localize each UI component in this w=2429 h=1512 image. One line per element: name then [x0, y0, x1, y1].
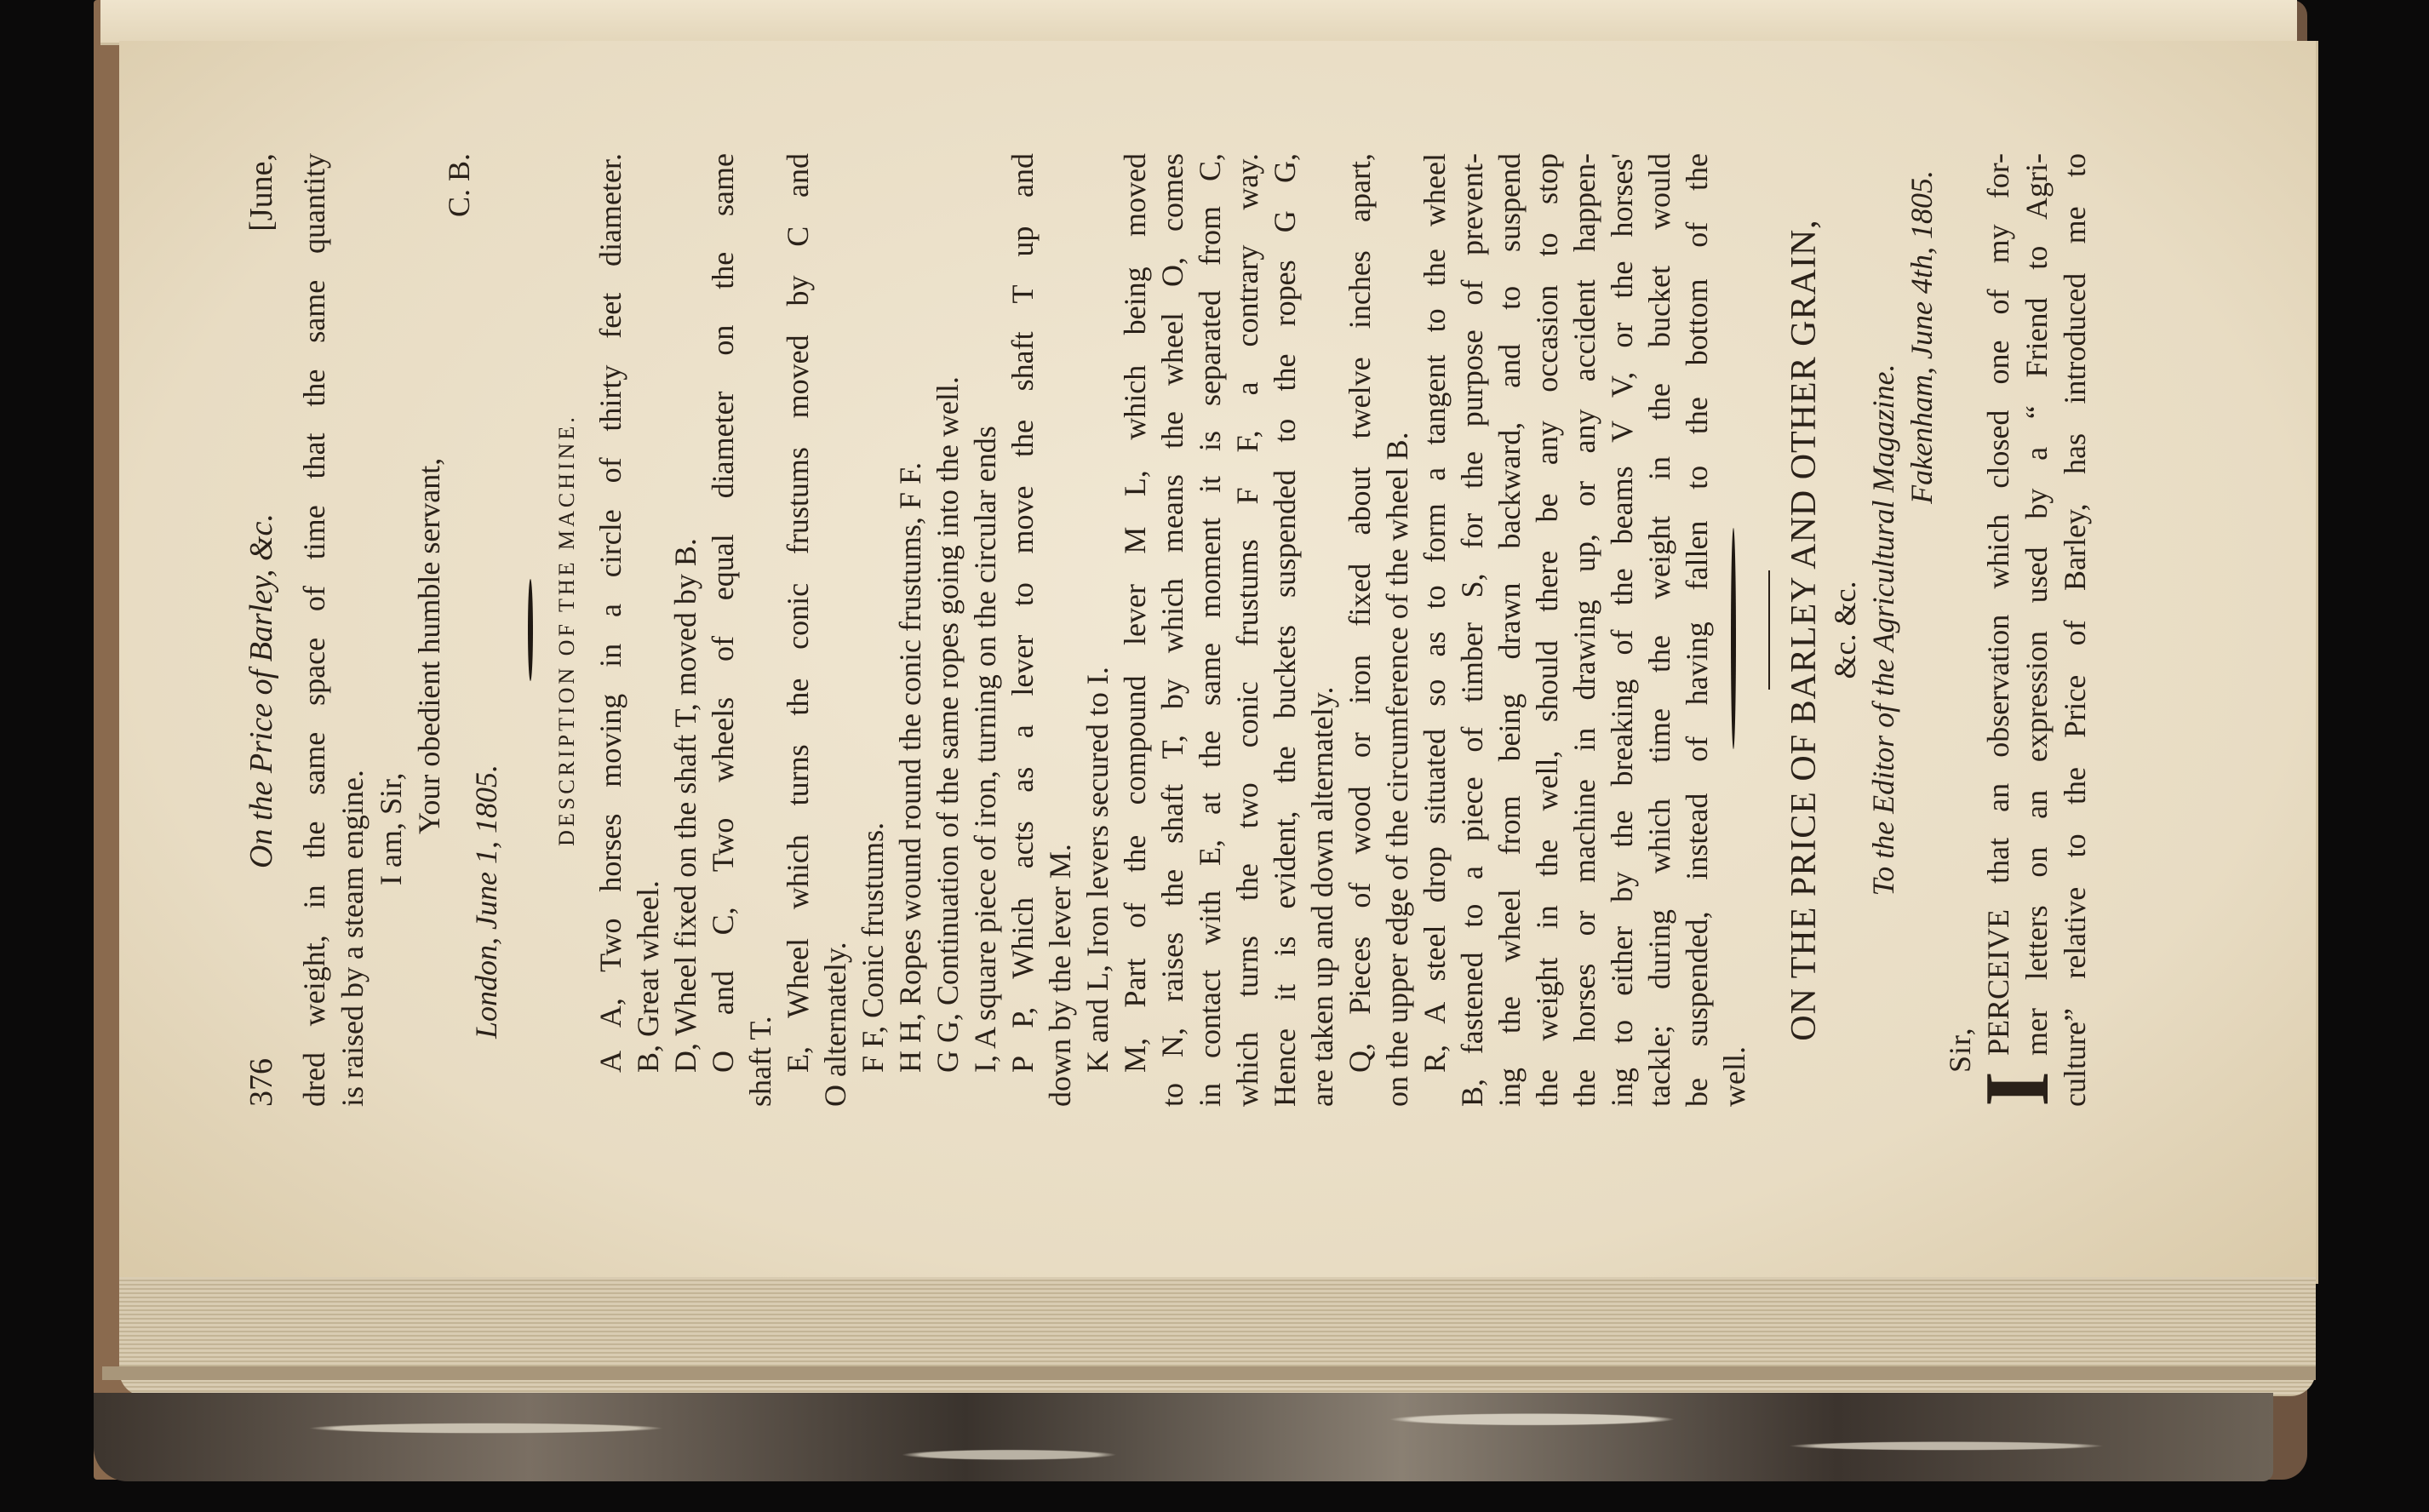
description-heading: DESCRIPTION OF THE MACHINE. — [554, 414, 579, 846]
description-line: Hence it is evident, the buckets suspended to the ropes G G, — [1268, 153, 1302, 1107]
description-line: tackle; during which time the weight in the bucket would — [1642, 153, 1676, 1107]
article-body-line: culture” relative to the Price of Barley, has introduced me to — [2058, 153, 2092, 1107]
description-line: ing the wheel from being drawn backward, and to suspend — [1492, 153, 1527, 1107]
description-line: B, fastened to a piece of timber S, for the purpose of prevent- — [1455, 153, 1489, 1107]
section-rule — [1731, 528, 1736, 749]
description-line: which turns the two conic frustums F F, a contrary way. — [1230, 153, 1264, 1107]
running-title: On the Price of Barley, &c. — [243, 513, 279, 868]
article-title-cont: &c. &c. — [1828, 581, 1862, 679]
article-addressee: To the Editor of the Agricultural Magazine. — [1866, 364, 1900, 896]
article-salutation: Sir, — [1943, 1027, 1977, 1073]
page-text — [243, 153, 2092, 1107]
description-line: O and C, Two wheels of equal diameter on the same — [706, 153, 740, 1073]
article-body-line: PERCEIVE that an observation which closed one of my for- — [1981, 153, 2015, 1056]
section-rule — [528, 579, 533, 681]
description-line: P P, Which acts as a lever to move the shaft T up and — [1005, 153, 1040, 1073]
letter-salutation: I am, Sir, — [374, 772, 408, 885]
previous-page-edge — [100, 0, 2297, 45]
article-title: ON THE PRICE OF BARLEY AND OTHER GRAIN, — [1785, 219, 1824, 1041]
description-line: F F, Conic frustums. — [856, 822, 890, 1073]
article-place-date: Fakenham, June 4th, 1805. — [1905, 170, 1939, 504]
description-line: in contact with E, at the same moment it is separated from C, — [1193, 153, 1227, 1107]
marbled-board — [94, 1393, 2273, 1481]
letter-signature: C. B. — [442, 153, 476, 218]
description-line: ing to either by the breaking of the beams V V, or the horses' — [1605, 153, 1639, 1107]
description-line: E, Wheel which turns the conic frustums moved by C and — [781, 153, 815, 1073]
description-line: H H, Ropes wound round the conic frustums, F F. — [893, 461, 927, 1073]
running-month: [June, — [243, 153, 279, 232]
description-line: B, Great wheel. — [631, 880, 665, 1073]
description-line: shaft T. — [743, 1016, 777, 1107]
description-line: the horses or machine in drawing up, or any accident happen- — [1567, 153, 1601, 1107]
description-line: are taken up and down alternately. — [1305, 686, 1339, 1107]
description-line: down by the lever M. — [1043, 844, 1077, 1107]
description-line: the weight in the well, should there be any occasion to stop — [1530, 153, 1564, 1107]
description-line: to N, raises the shaft T, by which means the wheel O, comes — [1155, 153, 1189, 1107]
description-line: on the upper edge of the circumference of the wheel B. — [1380, 432, 1414, 1107]
letter-close: Your obedient humble servant, — [412, 457, 446, 834]
description-line: A A, Two horses moving in a circle of thirty feet diameter. — [593, 153, 627, 1073]
article-body-line: mer letters on an expression used by a “ Friend to Agri- — [2019, 153, 2054, 1056]
spine-strip — [102, 1366, 2316, 1380]
description-line: G G, Continuation of the same ropes going into the well. — [931, 376, 965, 1073]
description-line: R, A steel drop situated so as to form a tangent to the wheel — [1418, 153, 1452, 1073]
description-line: be suspended, instead of having fallen to the bottom of the — [1680, 153, 1714, 1107]
description-line: M, Part of the compound lever M L, which being moved — [1118, 153, 1152, 1073]
description-line: Q, Pieces of wood or iron fixed about twelve inches apart, — [1343, 153, 1377, 1073]
description-line: O alternately. — [818, 942, 852, 1107]
page-number: 376 — [243, 1058, 279, 1107]
description-line: well. — [1717, 1046, 1751, 1107]
description-line: I, A square piece of iron, turning on the circular ends — [968, 426, 1002, 1073]
section-rule-thin — [1768, 570, 1770, 690]
drop-cap: I — [1967, 1070, 2068, 1107]
description-line: K and L, Iron levers secured to I. — [1080, 667, 1114, 1073]
description-line: D, Wheel fixed on the shaft T, moved by B. — [668, 538, 702, 1073]
letter-line: dred weight, in the same space of time that the same quantity — [297, 153, 331, 1107]
letter-line: is raised by a steam engine. — [335, 770, 370, 1107]
letter-place-date: London, June 1, 1805. — [469, 765, 503, 1039]
